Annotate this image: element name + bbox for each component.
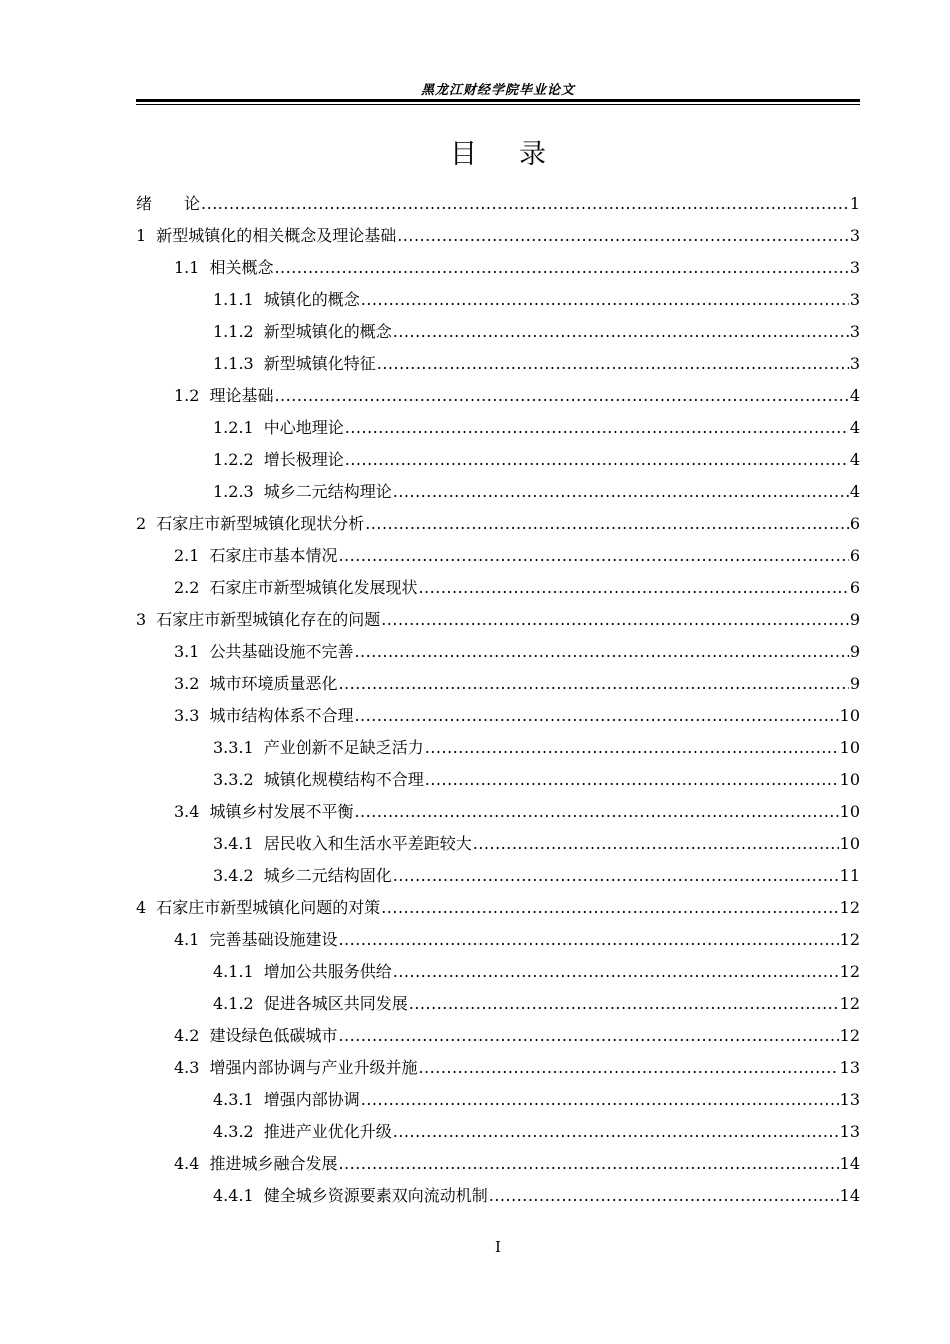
toc-entry-page: 10 bbox=[839, 802, 860, 821]
toc-entry-number: 4.4 bbox=[174, 1154, 200, 1173]
toc-entry-page: 1 bbox=[849, 194, 860, 213]
toc-entry-number: 1.2.2 bbox=[213, 450, 254, 469]
toc-entry-title: 城乡二元结构固化 bbox=[263, 866, 392, 885]
toc-entry[interactable] bbox=[136, 988, 860, 1020]
toc-entry-title: 城镇化的概念 bbox=[263, 290, 360, 309]
toc-title: 目录 bbox=[450, 139, 588, 170]
toc-dot-leader bbox=[361, 1084, 839, 1116]
toc-entry-page: 13 bbox=[839, 1122, 860, 1141]
toc-dot-leader bbox=[393, 1116, 839, 1148]
running-header: 黑龙江财经学院毕业论文 bbox=[420, 83, 575, 98]
toc-dot-leader bbox=[338, 924, 838, 956]
toc-entry-number: 4.3.2 bbox=[213, 1122, 254, 1141]
toc-entry-number: 1.1.3 bbox=[213, 354, 254, 373]
toc-entry-title: 推进产业优化升级 bbox=[263, 1122, 392, 1141]
toc-dot-leader bbox=[361, 284, 849, 316]
toc-entry-page: 10 bbox=[839, 706, 860, 725]
toc-dot-leader bbox=[393, 316, 849, 348]
toc-entry-title: 石家庄市新型城镇化问题的对策 bbox=[156, 898, 381, 917]
toc-entry-title: 新型城镇化的概念 bbox=[263, 322, 392, 341]
toc-dot-leader bbox=[425, 732, 839, 764]
toc-entry-page: 3 bbox=[849, 290, 860, 309]
toc-dot-leader bbox=[393, 860, 839, 892]
toc-entry-number: 3.4.2 bbox=[213, 866, 254, 885]
toc-entry-title: 居民收入和生活水平差距较大 bbox=[263, 834, 472, 853]
toc-entry[interactable] bbox=[136, 732, 860, 764]
toc-entry[interactable] bbox=[136, 188, 860, 220]
toc-entry[interactable] bbox=[136, 1020, 860, 1052]
toc-entry-title: 石家庄市新型城镇化发展现状 bbox=[209, 578, 418, 597]
toc-dot-leader bbox=[354, 636, 848, 668]
toc-entry[interactable] bbox=[136, 1052, 860, 1084]
toc-dot-leader bbox=[393, 956, 839, 988]
toc-dot-leader bbox=[418, 1052, 838, 1084]
toc-entry-number: 3.2 bbox=[174, 674, 200, 693]
toc-dot-leader bbox=[338, 1020, 838, 1052]
toc-entry-title: 理论基础 bbox=[209, 386, 274, 405]
toc-entry-title: 石家庄市基本情况 bbox=[209, 546, 338, 565]
toc-entry[interactable] bbox=[136, 796, 860, 828]
toc-entry[interactable] bbox=[136, 1148, 860, 1180]
toc-entry-page: 12 bbox=[839, 1026, 860, 1045]
header-rule-thick bbox=[136, 99, 860, 102]
toc-entry-title: 增长极理论 bbox=[263, 450, 344, 469]
toc-entry-number: 4.2 bbox=[174, 1026, 200, 1045]
toc-entry-page: 14 bbox=[839, 1186, 860, 1205]
toc-dot-leader bbox=[377, 348, 849, 380]
toc-entry-title: 相关概念 bbox=[209, 258, 274, 277]
toc-dot-leader bbox=[489, 1180, 839, 1212]
toc-entry-number: 2 bbox=[136, 514, 147, 533]
toc-dot-leader bbox=[381, 892, 838, 924]
toc-entry-title: 城镇化规模结构不合理 bbox=[263, 770, 424, 789]
page-number: I bbox=[495, 1238, 501, 1256]
toc-entry-number: 1.2.1 bbox=[213, 418, 254, 437]
toc-entry-number: 4 bbox=[136, 898, 147, 917]
toc-entry-number: 2.1 bbox=[174, 546, 200, 565]
toc-entry[interactable] bbox=[136, 860, 860, 892]
toc-dot-leader bbox=[393, 476, 849, 508]
toc-entry[interactable] bbox=[136, 508, 860, 540]
toc-entry[interactable] bbox=[136, 604, 860, 636]
toc-dot-leader bbox=[397, 220, 849, 252]
toc-dot-leader bbox=[381, 604, 849, 636]
toc-entry-page: 12 bbox=[839, 994, 860, 1013]
toc-entry-title: 城镇乡村发展不平衡 bbox=[209, 802, 354, 821]
toc-dot-leader bbox=[473, 828, 839, 860]
toc-entry[interactable] bbox=[136, 284, 860, 316]
toc-dot-leader bbox=[338, 668, 848, 700]
toc-entry-number: 4.1 bbox=[174, 930, 200, 949]
toc-dot-leader bbox=[274, 380, 848, 412]
toc-entry-page: 9 bbox=[849, 610, 860, 629]
toc-entry-page: 6 bbox=[849, 514, 860, 533]
toc-entry-number: 2.2 bbox=[174, 578, 200, 597]
toc-entry-number: 1.1 bbox=[174, 258, 200, 277]
toc-dot-leader bbox=[409, 988, 839, 1020]
toc-dot-leader bbox=[354, 796, 838, 828]
toc-entry[interactable] bbox=[136, 1180, 860, 1212]
toc-entry-page: 13 bbox=[839, 1090, 860, 1109]
toc-dot-leader bbox=[345, 444, 849, 476]
toc-entry-title: 中心地理论 bbox=[263, 418, 344, 437]
toc-entry-title: 公共基础设施不完善 bbox=[209, 642, 354, 661]
toc-dot-leader bbox=[365, 508, 849, 540]
toc-entry-title: 新型城镇化的相关概念及理论基础 bbox=[156, 226, 397, 245]
toc-dot-leader bbox=[338, 540, 848, 572]
toc-entry-page: 12 bbox=[839, 930, 860, 949]
toc-entry[interactable] bbox=[136, 1116, 860, 1148]
toc-entry-number: 3.3.1 bbox=[213, 738, 254, 757]
toc-entry[interactable] bbox=[136, 636, 860, 668]
toc-entry[interactable] bbox=[136, 668, 860, 700]
toc-entry[interactable] bbox=[136, 316, 860, 348]
toc-entry-page: 6 bbox=[849, 546, 860, 565]
toc-entry[interactable] bbox=[136, 828, 860, 860]
toc-entry-page: 13 bbox=[839, 1058, 860, 1077]
toc-dot-leader bbox=[418, 572, 848, 604]
toc-entry-number: 4.3.1 bbox=[213, 1090, 254, 1109]
toc-entry-page: 4 bbox=[849, 418, 860, 437]
toc-entry[interactable] bbox=[136, 348, 860, 380]
toc-dot-leader bbox=[354, 700, 838, 732]
toc-entry-title: 增强内部协调 bbox=[263, 1090, 360, 1109]
toc-entry[interactable] bbox=[136, 540, 860, 572]
toc-dot-leader bbox=[425, 764, 839, 796]
toc-entry[interactable] bbox=[136, 252, 860, 284]
toc-entry-page: 3 bbox=[849, 322, 860, 341]
toc-entry[interactable] bbox=[136, 956, 860, 988]
toc-entry-page: 9 bbox=[849, 642, 860, 661]
toc-entry[interactable] bbox=[136, 572, 860, 604]
toc-entry-page: 4 bbox=[849, 482, 860, 501]
toc-entry-number: 4.3 bbox=[174, 1058, 200, 1077]
toc-entry-number: 4.1.2 bbox=[213, 994, 254, 1013]
toc-entry-page: 3 bbox=[849, 354, 860, 373]
toc-dot-leader bbox=[338, 1148, 838, 1180]
toc-entry[interactable] bbox=[136, 412, 860, 444]
toc-entry-page: 11 bbox=[839, 866, 860, 885]
toc-entry-page: 9 bbox=[849, 674, 860, 693]
toc-dot-leader bbox=[345, 412, 849, 444]
toc-entry-page: 12 bbox=[839, 898, 860, 917]
toc-entry-page: 10 bbox=[839, 738, 860, 757]
toc-entry-number: 3.3 bbox=[174, 706, 200, 725]
toc-entry-title: 增强内部协调与产业升级并施 bbox=[209, 1058, 418, 1077]
table-of-contents bbox=[136, 188, 860, 1212]
toc-entry-page: 10 bbox=[839, 834, 860, 853]
toc-entry-number: 3.4 bbox=[174, 802, 200, 821]
toc-entry-number: 1 bbox=[136, 226, 147, 245]
toc-entry[interactable] bbox=[136, 892, 860, 924]
toc-entry-title: 石家庄市新型城镇化存在的问题 bbox=[156, 610, 381, 629]
toc-entry[interactable] bbox=[136, 700, 860, 732]
toc-entry[interactable] bbox=[136, 444, 860, 476]
toc-entry-title: 城市结构体系不合理 bbox=[209, 706, 354, 725]
toc-entry-page: 6 bbox=[849, 578, 860, 597]
toc-entry[interactable] bbox=[136, 1084, 860, 1116]
toc-entry-number: 3.4.1 bbox=[213, 834, 254, 853]
toc-entry-number: 4.4.1 bbox=[213, 1186, 254, 1205]
toc-entry-title: 健全城乡资源要素双向流动机制 bbox=[263, 1186, 488, 1205]
toc-entry-page: 12 bbox=[839, 962, 860, 981]
toc-entry-number: 3 bbox=[136, 610, 147, 629]
toc-entry-title: 推进城乡融合发展 bbox=[209, 1154, 338, 1173]
toc-entry[interactable] bbox=[136, 476, 860, 508]
header-rule-thin bbox=[136, 104, 860, 105]
toc-entry[interactable] bbox=[136, 924, 860, 956]
toc-entry-title: 促进各城区共同发展 bbox=[263, 994, 408, 1013]
toc-entry-number: 3.1 bbox=[174, 642, 200, 661]
toc-entry-page: 14 bbox=[839, 1154, 860, 1173]
toc-entry-title: 产业创新不足缺乏活力 bbox=[263, 738, 424, 757]
toc-entry-number: 1.1.2 bbox=[213, 322, 254, 341]
toc-entry-page: 10 bbox=[839, 770, 860, 789]
toc-entry[interactable] bbox=[136, 764, 860, 796]
toc-entry[interactable] bbox=[136, 220, 860, 252]
toc-entry-number: 4.1.1 bbox=[213, 962, 254, 981]
toc-entry-title: 城市环境质量恶化 bbox=[209, 674, 338, 693]
toc-entry-page: 4 bbox=[849, 450, 860, 469]
toc-entry-page: 3 bbox=[849, 258, 860, 277]
toc-entry-title: 城乡二元结构理论 bbox=[263, 482, 392, 501]
toc-entry-number: 1.2.3 bbox=[213, 482, 254, 501]
toc-entry-title: 绪 论 bbox=[136, 194, 201, 213]
toc-entry-number: 3.3.2 bbox=[213, 770, 254, 789]
toc-entry-title: 建设绿色低碳城市 bbox=[209, 1026, 338, 1045]
toc-entry-page: 4 bbox=[849, 386, 860, 405]
toc-dot-leader bbox=[201, 188, 849, 220]
toc-entry[interactable] bbox=[136, 380, 860, 412]
toc-dot-leader bbox=[274, 252, 848, 284]
toc-entry-title: 完善基础设施建设 bbox=[209, 930, 338, 949]
toc-entry-page: 3 bbox=[849, 226, 860, 245]
toc-entry-title: 石家庄市新型城镇化现状分析 bbox=[156, 514, 365, 533]
toc-entry-number: 1.2 bbox=[174, 386, 200, 405]
toc-entry-title: 新型城镇化特征 bbox=[263, 354, 376, 373]
toc-entry-title: 增加公共服务供给 bbox=[263, 962, 392, 981]
toc-entry-number: 1.1.1 bbox=[213, 290, 254, 309]
